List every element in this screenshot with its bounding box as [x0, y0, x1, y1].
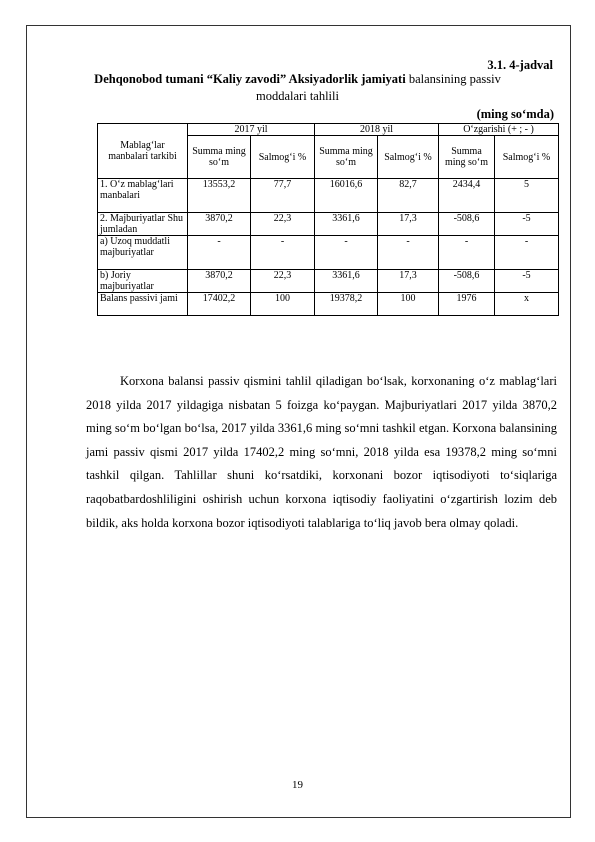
header-group-change: O‘zgarishi (+ ; - ) — [439, 124, 559, 136]
table-cell: 3870,2 — [188, 270, 251, 293]
table-cell: 2434,4 — [439, 179, 495, 213]
passive-balance-table — [97, 123, 559, 316]
header-sub-sum-2018: Summa ming so‘m — [315, 136, 378, 179]
table-row-total — [98, 293, 559, 316]
table-cell: 22,3 — [251, 270, 315, 293]
page-number: 19 — [292, 779, 303, 791]
table-unit: (ming so‘mda) — [476, 107, 554, 121]
table-cell: -5 — [495, 270, 559, 293]
table-cell: -5 — [495, 213, 559, 236]
table-cell: 3361,6 — [315, 270, 378, 293]
table-number: 3.1. 4-jadval — [487, 58, 553, 72]
table-cell: - — [251, 236, 315, 270]
row-label: b) Joriy majburiyatlar — [98, 270, 188, 293]
table-cell: 100 — [378, 293, 439, 316]
table-row — [98, 179, 559, 213]
header-sub-share-2017: Salmog‘i % — [251, 136, 315, 179]
row-label: 2. Majburiyatlar Shu jumladan — [98, 213, 188, 236]
table-row — [98, 213, 559, 236]
table-cell: 17,3 — [378, 270, 439, 293]
header-sub-share-change: Salmog‘i % — [495, 136, 559, 179]
table-cell: - — [378, 236, 439, 270]
table-title-bold: Dehqonobod tumani “Kaliy zavodi” Aksiyadorlik jamiyati — [94, 72, 406, 86]
table-cell: x — [495, 293, 559, 316]
table-cell: -508,6 — [439, 270, 495, 293]
table-cell: - — [315, 236, 378, 270]
table-cell: 17,3 — [378, 213, 439, 236]
table-cell: - — [439, 236, 495, 270]
table-cell: 16016,6 — [315, 179, 378, 213]
table-row — [98, 270, 559, 293]
table-title-rest: balansining passiv — [405, 72, 501, 86]
row-label: 1. O‘z mablag‘lari manbalari — [98, 179, 188, 213]
table-cell: 3361,6 — [315, 213, 378, 236]
table-cell: 100 — [251, 293, 315, 316]
table-cell: 3870,2 — [188, 213, 251, 236]
table-row — [98, 236, 559, 270]
header-group-2018: 2018 yil — [315, 124, 439, 136]
table-cell: 22,3 — [251, 213, 315, 236]
table-cell: 17402,2 — [188, 293, 251, 316]
table-cell: 13553,2 — [188, 179, 251, 213]
table-cell: 5 — [495, 179, 559, 213]
header-sub-sum-2017: Summa ming so‘m — [188, 136, 251, 179]
table-title-line2: moddalari tahlili — [256, 89, 339, 103]
header-group-2017: 2017 yil — [188, 124, 315, 136]
table-cell: - — [188, 236, 251, 270]
table-title — [0, 72, 595, 87]
header-sub-sum-change: Summa ming so‘m — [439, 136, 495, 179]
table-cell: - — [495, 236, 559, 270]
header-row-label: Mablag‘lar manbalari tarkibi — [98, 124, 188, 179]
row-label: a) Uzoq muddatli majburiyatlar — [98, 236, 188, 270]
header-sub-share-2018: Salmog‘i % — [378, 136, 439, 179]
table-header-row-groups — [98, 124, 559, 136]
table-cell: -508,6 — [439, 213, 495, 236]
table-cell: 19378,2 — [315, 293, 378, 316]
row-label: Balans passivi jami — [98, 293, 188, 316]
table-cell: 1976 — [439, 293, 495, 316]
analysis-paragraph: Korxona balansi passiv qismini tahlil qiladigan bo‘lsak, korxonaning o‘z mablag‘lari 2018 yilda 2017 yildagiga nisbatan 5 foizga ko‘paygan. Majburiyatlari 2017 yilda 3870,2 ming so‘m bo‘lgan bo‘lsa, 2017 yilda 3361,6 ming so‘mni tashkil etgan. Korxona balansining jami passiv qismi 2017 yilda 17402,2 ming so‘mni, 2018 yilda esa 19378,2 ming so‘mni tashkil qilgan. Tahlillar shuni ko‘rsatdiki, korxonani bozor iqtisodiyoti to‘siqlariga raqobatbardoshliligini oshirish uchun korxona iqtisodiy faoliyatini o‘zgartirish lozim deb bildik, aks holda korxona bozor iqtisodiyoti talablariga to‘liq javob bera olmay qoladi. — [86, 374, 557, 530]
table-cell: 77,7 — [251, 179, 315, 213]
table-cell: 82,7 — [378, 179, 439, 213]
